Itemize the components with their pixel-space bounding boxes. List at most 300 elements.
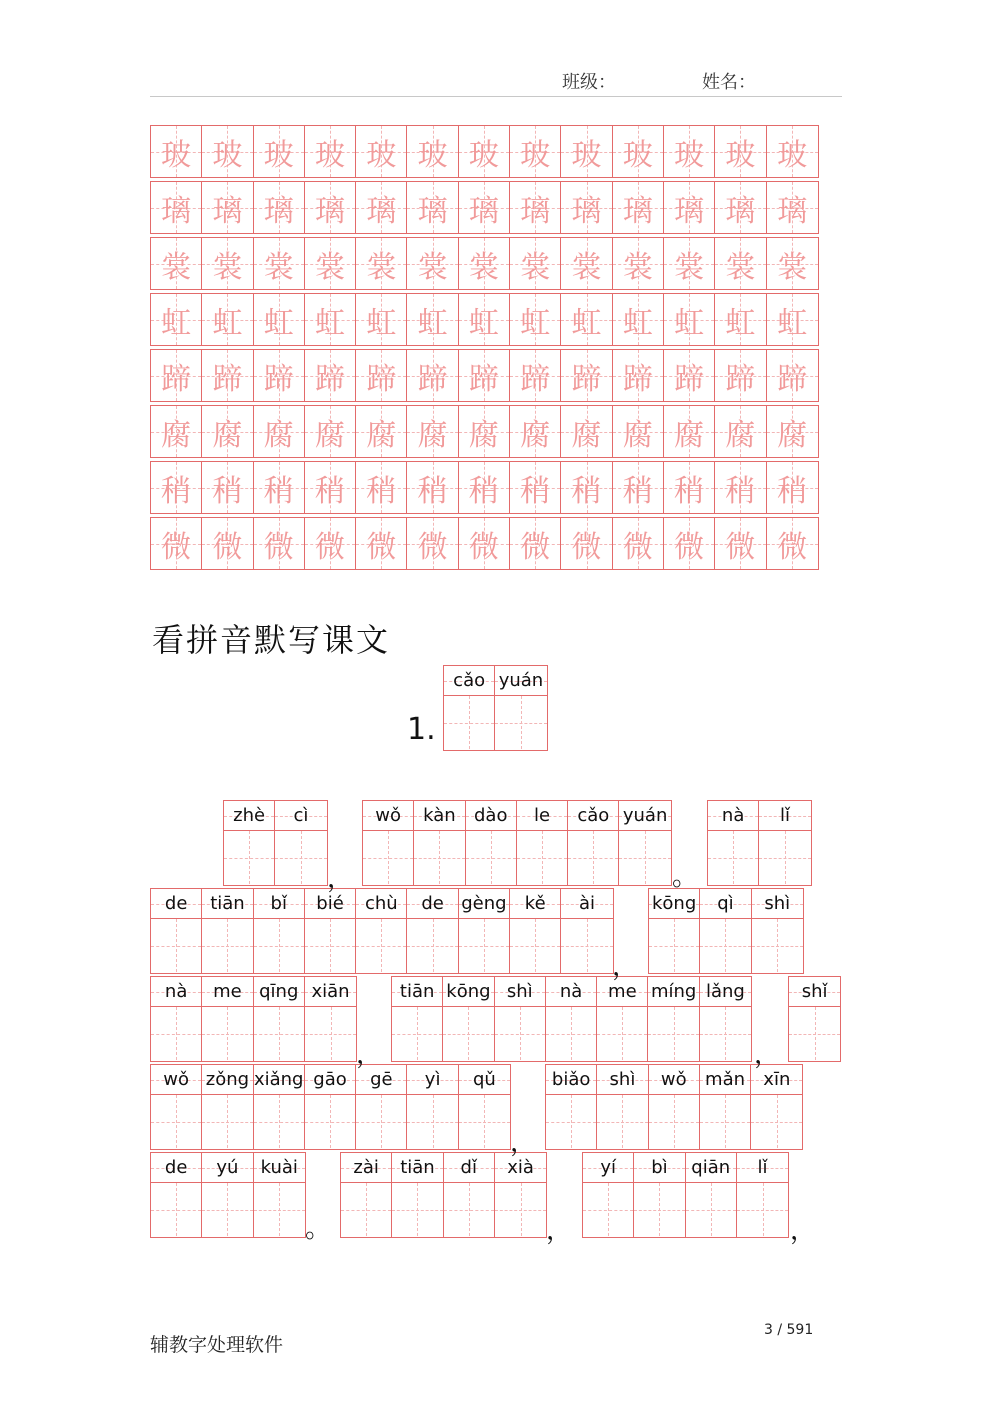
practice-cell[interactable] — [715, 462, 766, 513]
writing-box[interactable] — [341, 1183, 391, 1236]
writing-box[interactable] — [151, 1007, 201, 1060]
practice-cell[interactable] — [510, 238, 561, 289]
practice-cell[interactable] — [254, 182, 305, 233]
writing-cell[interactable] — [254, 1065, 305, 1149]
writing-box[interactable] — [254, 1183, 305, 1236]
writing-box[interactable] — [619, 831, 670, 884]
writing-cell[interactable] — [407, 1065, 458, 1149]
practice-cell[interactable] — [715, 182, 766, 233]
writing-box[interactable] — [305, 1095, 355, 1148]
pinyin-label — [224, 801, 274, 831]
practice-cell[interactable] — [407, 518, 458, 569]
writing-cell[interactable] — [649, 1065, 700, 1149]
writing-cell[interactable] — [561, 889, 612, 973]
writing-box[interactable] — [392, 1183, 442, 1236]
writing-cell[interactable] — [392, 977, 443, 1061]
practice-cell[interactable] — [459, 126, 510, 177]
practice-cell[interactable] — [202, 350, 253, 401]
writing-cell[interactable] — [202, 977, 253, 1061]
writing-cell[interactable] — [700, 889, 751, 973]
writing-box[interactable] — [789, 1007, 840, 1060]
writing-box[interactable] — [597, 1095, 647, 1148]
practice-cell[interactable] — [151, 238, 202, 289]
practice-cell[interactable] — [459, 406, 510, 457]
practice-cell[interactable] — [254, 126, 305, 177]
practice-cell[interactable] — [459, 238, 510, 289]
practice-cell[interactable] — [407, 462, 458, 513]
practice-cell[interactable] — [715, 406, 766, 457]
practice-cell[interactable] — [613, 518, 664, 569]
writing-cell[interactable] — [407, 889, 458, 973]
pinyin-label — [597, 1065, 647, 1095]
writing-box[interactable] — [151, 919, 201, 972]
trace-character: 腐 — [571, 417, 602, 453]
pinyin-text: yuán — [622, 805, 668, 826]
practice-cell[interactable] — [151, 462, 202, 513]
pinyin-label — [202, 977, 252, 1007]
pinyin-text: me — [608, 981, 637, 1002]
writing-cell[interactable] — [224, 801, 275, 885]
practice-cell[interactable] — [407, 182, 458, 233]
trace-character: 虹 — [263, 305, 294, 341]
pinyin-label — [583, 1153, 633, 1183]
practice-cell[interactable] — [151, 350, 202, 401]
practice-cell[interactable] — [202, 294, 253, 345]
trace-character: 虹 — [674, 305, 705, 341]
trace-character: 腐 — [366, 417, 397, 453]
writing-box[interactable] — [700, 1007, 751, 1060]
practice-cell[interactable] — [202, 238, 253, 289]
trace-character: 微 — [622, 529, 653, 565]
writing-cell[interactable] — [444, 1153, 495, 1237]
trace-character: 稍 — [777, 473, 808, 509]
writing-cell[interactable] — [305, 977, 356, 1061]
pinyin-label — [708, 801, 758, 831]
writing-cell[interactable] — [414, 801, 465, 885]
writing-cell[interactable] — [510, 889, 561, 973]
writing-box[interactable] — [202, 919, 252, 972]
trace-character: 虹 — [468, 305, 499, 341]
writing-cell[interactable] — [700, 977, 751, 1061]
trace-character: 稍 — [212, 473, 243, 509]
practice-cell[interactable] — [254, 518, 305, 569]
writing-box[interactable] — [151, 1095, 201, 1148]
practice-cell[interactable] — [767, 406, 818, 457]
practice-cell[interactable] — [202, 462, 253, 513]
writing-cell[interactable] — [443, 977, 494, 1061]
trace-character: 裳 — [520, 249, 551, 285]
practice-cell[interactable] — [356, 518, 407, 569]
practice-cell[interactable] — [561, 238, 612, 289]
writing-box[interactable] — [649, 919, 699, 972]
writing-cell[interactable] — [583, 1153, 634, 1237]
writing-cell[interactable] — [392, 1153, 443, 1237]
writing-box[interactable] — [510, 919, 560, 972]
writing-box[interactable] — [700, 919, 750, 972]
writing-cell[interactable] — [546, 1065, 597, 1149]
pinyin-text: tiān — [400, 1157, 435, 1178]
writing-cell[interactable] — [202, 1153, 253, 1237]
practice-cell[interactable] — [561, 126, 612, 177]
writing-box[interactable] — [151, 1183, 201, 1236]
writing-box[interactable] — [737, 1183, 788, 1236]
writing-box[interactable] — [634, 1183, 684, 1236]
practice-cell[interactable] — [767, 238, 818, 289]
writing-cell[interactable] — [495, 977, 546, 1061]
writing-cell[interactable] — [546, 977, 597, 1061]
writing-box[interactable] — [202, 1095, 252, 1148]
writing-box[interactable] — [305, 919, 355, 972]
trace-character: 裳 — [674, 249, 705, 285]
practice-cell[interactable] — [664, 294, 715, 345]
writing-cell[interactable] — [151, 1065, 202, 1149]
writing-cell[interactable] — [459, 1065, 510, 1149]
practice-cell[interactable] — [254, 294, 305, 345]
pinyin-text: ài — [579, 893, 596, 914]
trace-character: 玻 — [571, 137, 602, 173]
writing-cell[interactable] — [444, 666, 495, 750]
pinyin-label — [686, 1153, 736, 1183]
practice-cell[interactable] — [767, 518, 818, 569]
trace-character: 璃 — [777, 193, 808, 229]
writing-cell[interactable] — [254, 977, 305, 1061]
trace-character: 微 — [468, 529, 499, 565]
trace-character: 蹄 — [263, 361, 294, 397]
trace-character: 玻 — [777, 137, 808, 173]
practice-cell[interactable] — [664, 182, 715, 233]
trace-character: 裳 — [161, 249, 192, 285]
practice-cell[interactable] — [459, 350, 510, 401]
practice-cell[interactable] — [613, 294, 664, 345]
practice-cell[interactable] — [151, 182, 202, 233]
writing-box[interactable] — [305, 1007, 356, 1060]
writing-box[interactable] — [224, 831, 274, 884]
punctuation-mark: 。 — [672, 862, 699, 892]
practice-cell[interactable] — [613, 126, 664, 177]
writing-cell[interactable] — [356, 1065, 407, 1149]
pinyin-label — [254, 1065, 304, 1095]
writing-box[interactable] — [649, 1095, 699, 1148]
pinyin-text: kuài — [260, 1157, 298, 1178]
writing-box[interactable] — [568, 831, 618, 884]
practice-cell[interactable] — [305, 518, 356, 569]
practice-cell[interactable] — [664, 350, 715, 401]
practice-cell[interactable] — [407, 126, 458, 177]
writing-cell[interactable] — [495, 1153, 546, 1237]
pinyin-text: gāo — [313, 1069, 347, 1090]
header-divider — [150, 96, 842, 97]
practice-cell[interactable] — [561, 294, 612, 345]
pinyin-text: qǔ — [473, 1069, 496, 1090]
writing-cell[interactable] — [341, 1153, 392, 1237]
pinyin-label — [495, 1153, 546, 1183]
practice-cell[interactable] — [561, 406, 612, 457]
trace-character: 蹄 — [622, 361, 653, 397]
trace-character: 稍 — [468, 473, 499, 509]
practice-cell[interactable] — [613, 238, 664, 289]
writing-box[interactable] — [254, 919, 304, 972]
writing-cell[interactable] — [649, 889, 700, 973]
writing-box[interactable] — [444, 1183, 494, 1236]
pinyin-label — [700, 1065, 750, 1095]
practice-cell[interactable] — [305, 406, 356, 457]
practice-cell[interactable] — [356, 406, 407, 457]
practice-cell[interactable] — [715, 126, 766, 177]
punctuation-mark: ， — [356, 1040, 383, 1070]
writing-cell[interactable] — [495, 666, 546, 750]
writing-box[interactable] — [407, 1095, 457, 1148]
writing-box[interactable] — [583, 1183, 633, 1236]
writing-cell[interactable] — [151, 977, 202, 1061]
practice-cell[interactable] — [613, 350, 664, 401]
writing-box[interactable] — [700, 1095, 750, 1148]
practice-cell[interactable] — [202, 406, 253, 457]
writing-cell[interactable] — [254, 1153, 305, 1237]
practice-cell[interactable] — [356, 350, 407, 401]
practice-cell[interactable] — [613, 406, 664, 457]
pinyin-text: kàn — [423, 805, 456, 826]
practice-cell[interactable] — [407, 294, 458, 345]
practice-cell[interactable] — [459, 182, 510, 233]
writing-cell[interactable] — [789, 977, 840, 1061]
writing-box[interactable] — [648, 1007, 698, 1060]
practice-cell[interactable] — [561, 182, 612, 233]
practice-cell[interactable] — [305, 294, 356, 345]
practice-cell[interactable] — [305, 126, 356, 177]
dictation-group — [788, 976, 841, 1062]
practice-cell[interactable] — [510, 406, 561, 457]
trace-character: 稍 — [520, 473, 551, 509]
writing-cell[interactable] — [305, 889, 356, 973]
dictation-group — [582, 1152, 789, 1238]
dictation-group — [150, 1152, 306, 1238]
practice-cell[interactable] — [356, 294, 407, 345]
writing-cell[interactable] — [634, 1153, 685, 1237]
writing-box[interactable] — [751, 1095, 802, 1148]
practice-cell[interactable] — [407, 350, 458, 401]
practice-cell[interactable] — [254, 462, 305, 513]
practice-cell[interactable] — [613, 462, 664, 513]
pinyin-text: bǐ — [270, 893, 287, 914]
writing-cell[interactable] — [202, 1065, 253, 1149]
writing-box[interactable] — [752, 919, 803, 972]
pinyin-label — [414, 801, 464, 831]
trace-character: 稍 — [161, 473, 192, 509]
trace-character: 腐 — [468, 417, 499, 453]
practice-cell[interactable] — [151, 294, 202, 345]
writing-box[interactable] — [459, 1095, 510, 1148]
writing-cell[interactable] — [363, 801, 414, 885]
trace-character: 蹄 — [777, 361, 808, 397]
practice-cell[interactable] — [767, 350, 818, 401]
practice-cell[interactable] — [664, 518, 715, 569]
writing-box[interactable] — [202, 1183, 252, 1236]
writing-box[interactable] — [708, 831, 758, 884]
practice-cell[interactable] — [664, 238, 715, 289]
practice-cell[interactable] — [151, 126, 202, 177]
writing-cell[interactable] — [700, 1065, 751, 1149]
pinyin-label — [561, 889, 612, 919]
writing-box[interactable] — [414, 831, 464, 884]
practice-cell[interactable] — [459, 518, 510, 569]
practice-cell[interactable] — [767, 462, 818, 513]
practice-cell[interactable] — [715, 294, 766, 345]
practice-cell[interactable] — [510, 350, 561, 401]
dictation-group — [150, 1064, 511, 1150]
pinyin-label — [700, 977, 751, 1007]
name-label: 姓名： — [702, 72, 756, 93]
practice-cell[interactable] — [356, 126, 407, 177]
writing-cell[interactable] — [597, 1065, 648, 1149]
practice-cell[interactable] — [510, 518, 561, 569]
writing-box[interactable] — [686, 1183, 736, 1236]
writing-cell[interactable] — [752, 889, 803, 973]
pinyin-label — [363, 801, 413, 831]
pinyin-text: me — [213, 981, 242, 1002]
practice-cell[interactable] — [202, 518, 253, 569]
writing-box[interactable] — [356, 1095, 406, 1148]
writing-cell[interactable] — [254, 889, 305, 973]
practice-cell[interactable] — [715, 350, 766, 401]
writing-cell[interactable] — [517, 801, 568, 885]
writing-box[interactable] — [363, 831, 413, 884]
practice-cell[interactable] — [151, 406, 202, 457]
trace-character: 璃 — [622, 193, 653, 229]
practice-cell[interactable] — [305, 182, 356, 233]
writing-cell[interactable] — [151, 1153, 202, 1237]
practice-cell[interactable] — [151, 518, 202, 569]
practice-cell[interactable] — [510, 294, 561, 345]
practice-cell[interactable] — [407, 238, 458, 289]
practice-cell[interactable] — [715, 518, 766, 569]
practice-cell[interactable] — [613, 182, 664, 233]
writing-box[interactable] — [466, 831, 516, 884]
pinyin-text: tiān — [210, 893, 245, 914]
pinyin-label: yuán — [495, 666, 546, 696]
trace-character: 玻 — [520, 137, 551, 173]
practice-cell[interactable] — [767, 182, 818, 233]
pinyin-label — [510, 889, 560, 919]
practice-cell[interactable] — [664, 462, 715, 513]
trace-character: 裳 — [571, 249, 602, 285]
writing-box[interactable] — [356, 919, 406, 972]
writing-box[interactable] — [407, 919, 457, 972]
trace-character: 玻 — [161, 137, 192, 173]
practice-cell[interactable] — [254, 238, 305, 289]
pinyin-label — [568, 801, 618, 831]
practice-cell[interactable] — [561, 350, 612, 401]
trace-character: 虹 — [417, 305, 448, 341]
writing-box[interactable] — [495, 1183, 546, 1236]
writing-cell[interactable] — [568, 801, 619, 885]
writing-box[interactable] — [202, 1007, 252, 1060]
writing-box[interactable] — [275, 831, 326, 884]
practice-cell[interactable] — [459, 462, 510, 513]
writing-box[interactable] — [597, 1007, 647, 1060]
writing-cell[interactable] — [151, 889, 202, 973]
writing-cell[interactable] — [202, 889, 253, 973]
practice-cell[interactable] — [767, 126, 818, 177]
trace-character: 璃 — [725, 193, 756, 229]
writing-box[interactable] — [254, 1007, 304, 1060]
trace-character: 腐 — [520, 417, 551, 453]
pinyin-text: nà — [721, 805, 745, 826]
practice-cell[interactable] — [407, 406, 458, 457]
pinyin-text: xiǎng — [253, 1069, 304, 1090]
pinyin-label — [151, 977, 201, 1007]
practice-cell[interactable] — [459, 294, 510, 345]
practice-cell[interactable] — [356, 238, 407, 289]
writing-cell[interactable] — [708, 801, 759, 885]
practice-cell[interactable] — [202, 126, 253, 177]
writing-box[interactable] — [546, 1007, 596, 1060]
pinyin-text: zhè — [233, 805, 266, 826]
practice-cell[interactable] — [561, 462, 612, 513]
writing-cell[interactable] — [759, 801, 810, 885]
practice-cell[interactable] — [254, 406, 305, 457]
writing-cell[interactable] — [751, 1065, 802, 1149]
practice-cell[interactable] — [664, 126, 715, 177]
writing-box[interactable] — [759, 831, 810, 884]
writing-cell[interactable] — [686, 1153, 737, 1237]
practice-cell[interactable] — [305, 350, 356, 401]
trace-character: 稍 — [417, 473, 448, 509]
writing-cell[interactable] — [459, 889, 510, 973]
practice-cell[interactable] — [254, 350, 305, 401]
practice-cell[interactable] — [356, 462, 407, 513]
writing-cell[interactable] — [648, 977, 699, 1061]
trace-character: 玻 — [263, 137, 294, 173]
pinyin-text: shì — [609, 1069, 636, 1090]
practice-cell[interactable] — [664, 406, 715, 457]
practice-cell[interactable] — [510, 462, 561, 513]
practice-cell[interactable] — [202, 182, 253, 233]
writing-cell[interactable] — [597, 977, 648, 1061]
practice-cell[interactable] — [715, 238, 766, 289]
trace-character: 腐 — [417, 417, 448, 453]
pinyin-text: yú — [216, 1157, 239, 1178]
trace-character: 蹄 — [366, 361, 397, 397]
practice-cell[interactable] — [510, 182, 561, 233]
practice-cell[interactable] — [356, 182, 407, 233]
writing-cell[interactable] — [737, 1153, 788, 1237]
writing-box[interactable] — [392, 1007, 442, 1060]
practice-cell[interactable] — [510, 126, 561, 177]
dictation-group — [150, 976, 357, 1062]
pinyin-text: de — [421, 893, 444, 914]
writing-box[interactable] — [561, 919, 612, 972]
trace-character: 蹄 — [315, 361, 346, 397]
writing-box[interactable] — [459, 919, 509, 972]
practice-cell[interactable] — [305, 238, 356, 289]
writing-cell[interactable] — [619, 801, 670, 885]
writing-cell[interactable] — [356, 889, 407, 973]
practice-cell[interactable] — [767, 294, 818, 345]
writing-cell[interactable] — [275, 801, 326, 885]
trace-character: 微 — [161, 529, 192, 565]
writing-box[interactable] — [517, 831, 567, 884]
writing-box[interactable] — [495, 1007, 545, 1060]
writing-box[interactable] — [546, 1095, 596, 1148]
practice-cell[interactable] — [305, 462, 356, 513]
writing-box[interactable] — [443, 1007, 493, 1060]
writing-cell[interactable] — [305, 1065, 356, 1149]
writing-box[interactable] — [444, 696, 494, 749]
writing-box[interactable] — [495, 696, 546, 749]
writing-cell[interactable] — [466, 801, 517, 885]
practice-cell[interactable] — [561, 518, 612, 569]
writing-box[interactable] — [254, 1095, 304, 1148]
